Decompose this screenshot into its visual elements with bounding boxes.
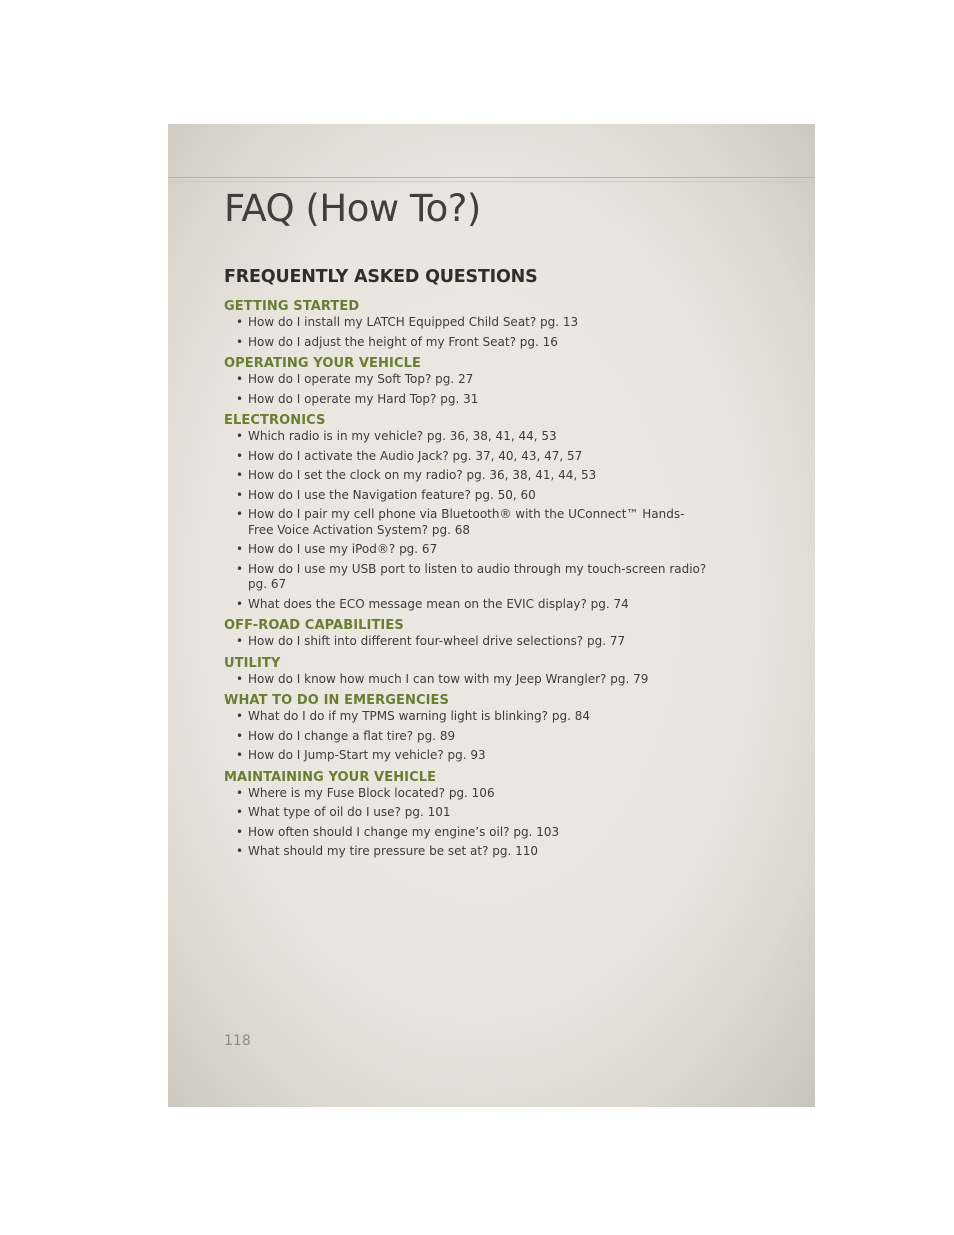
group-heading: UTILITY [224,655,281,671]
header-rule-secondary [168,181,815,182]
question-item: • What type of oil do I use? pg. 101 [224,805,744,821]
faq-group-operating-your-vehicle [224,355,744,407]
question-item: • How do I use my iPod®? pg. 67 [224,542,744,558]
question-item: • What should my tire pressure be set at? pg. 110 [224,844,744,860]
question-list [224,709,744,764]
question-item: • How do I know how much I can tow with my Jeep Wrangler? pg. 79 [224,672,744,688]
faq-group-what-to-do-in-emergencies [224,692,744,764]
question-item: • How often should I change my engine’s oil? pg. 103 [224,825,744,841]
group-heading: MAINTAINING YOUR VEHICLE [224,769,437,785]
question-item: • What does the ECO message mean on the EVIC display? pg. 74 [224,597,744,613]
group-heading: WHAT TO DO IN EMERGENCIES [224,693,449,708]
faq-group-getting-started [224,298,744,350]
question-item: • How do I Jump-Start my vehicle? pg. 93 [224,748,744,764]
question-item: • How do I install my LATCH Equipped Child Seat? pg. 13 [224,315,744,331]
question-item: • Which radio is in my vehicle? pg. 36, 38, 41, 44, 53 [224,429,744,445]
question-item: • How do I activate the Audio Jack? pg. 37, 40, 43, 47, 57 [224,449,744,465]
group-heading: OPERATING YOUR VEHICLE [224,356,421,371]
question-item: • Where is my Fuse Block located? pg. 106 [224,786,744,802]
group-heading: GETTING STARTED [224,299,360,314]
group-heading: OFF-ROAD CAPABILITIES [224,618,404,633]
question-list [224,315,744,350]
question-item: • How do I operate my Hard Top? pg. 31 [224,392,744,408]
question-item: • How do I use the Navigation feature? pg. 50, 60 [224,488,744,504]
section-heading: FREQUENTLY ASKED QUESTIONS [224,267,538,287]
question-item: • How do I adjust the height of my Front Seat? pg. 16 [224,335,744,351]
chapter-title: FAQ (How To?) [224,187,481,230]
manual-page [168,124,815,1107]
question-list [224,634,744,650]
faq-group-maintaining-your-vehicle [224,769,744,860]
question-item: • How do I change a flat tire? pg. 89 [224,729,744,745]
faq-content [224,266,744,865]
faq-group-off-road-capabilities [224,617,744,650]
faq-group-utility [224,655,744,688]
question-item: • How do I shift into different four-wheel drive selections? pg. 77 [224,634,744,650]
question-list [224,372,744,407]
question-list [224,429,744,612]
group-heading: ELECTRONICS [224,413,326,428]
question-item: • How do I operate my Soft Top? pg. 27 [224,372,744,388]
question-list [224,786,744,860]
question-list [224,672,744,688]
faq-groups [224,298,744,860]
faq-group-electronics [224,412,744,612]
page-number: 118 [224,1033,251,1049]
question-item: • How do I use my USB port to listen to audio through my touch-screen radio? pg. 67 [224,562,718,593]
header-rule [168,177,815,178]
question-item: • How do I set the clock on my radio? pg. 36, 38, 41, 44, 53 [224,468,744,484]
question-item: • What do I do if my TPMS warning light is blinking? pg. 84 [224,709,744,725]
question-item: • How do I pair my cell phone via Bluetooth® with the UConnect™ Hands-Free Voice Activation System? pg. 68 [224,507,688,538]
